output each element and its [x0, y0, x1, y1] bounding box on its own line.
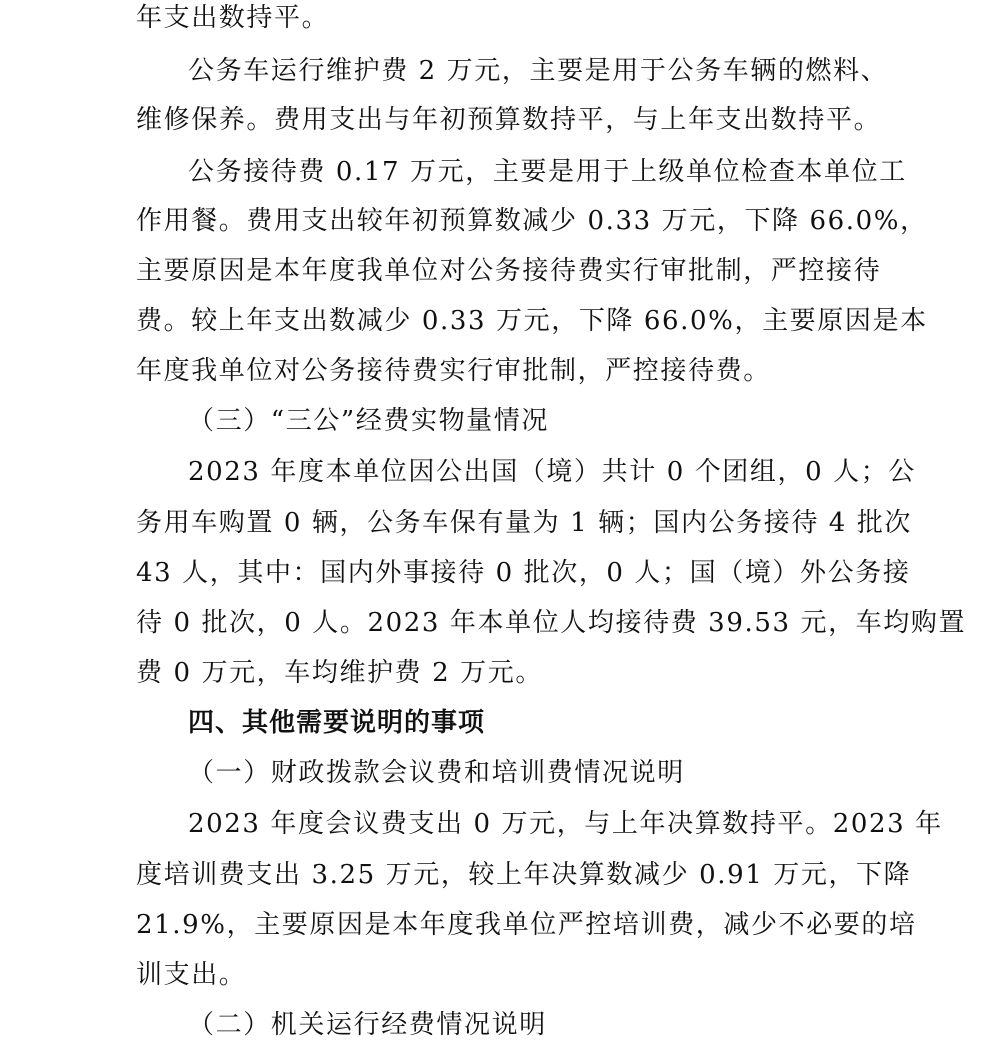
section-heading-4: 四、其他需要说明的事项 — [188, 708, 486, 738]
text-line-17: 2023 年度会议费支出 0 万元，与上年决算数持平。2023 年 — [188, 809, 943, 839]
text-line-2: 公务车运行维护费 2 万元，主要是用于公务车辆的燃料、 — [188, 56, 889, 86]
text-line-18: 度培训费支出 3.25 万元，较上年决算数减少 0.91 万元，下降 — [136, 860, 912, 890]
text-line-14: 费 0 万元，车均维护费 2 万元。 — [136, 658, 543, 688]
section-subheading-3: （三）“三公”经费实物量情况 — [188, 406, 549, 436]
text-line-10: 2023 年度本单位因公出国（境）共计 0 个团组，0 人；公 — [188, 457, 916, 487]
text-line-19: 21.9%，主要原因是本年度我单位严控培训费，减少不必要的培 — [136, 910, 917, 940]
text-line-3: 维修保养。费用支出与年初预算数持平，与上年支出数持平。 — [136, 105, 882, 135]
text-line-5: 作用餐。费用支出较年初预算数减少 0.33 万元，下降 66.0%， — [136, 206, 928, 236]
text-line-6: 主要原因是本年度我单位对公务接待费实行审批制，严控接待 — [136, 256, 882, 286]
text-line-20: 训支出。 — [136, 960, 247, 990]
section-subheading-2: （二）机关运行经费情况说明 — [188, 1010, 547, 1040]
text-line-11: 务用车购置 0 辆，公务车保有量为 1 辆；国内公务接待 4 批次 — [136, 508, 913, 538]
text-line-8: 年度我单位对公务接待费实行审批制，严控接待费。 — [136, 356, 771, 386]
text-line-13: 待 0 批次，0 人。2023 年本单位人均接待费 39.53 元，车均购置 — [136, 608, 967, 638]
text-line-1: 年支出数持平。 — [136, 3, 330, 33]
section-subheading-1: （一）财政拨款会议费和培训费情况说明 — [188, 758, 685, 788]
text-line-4: 公务接待费 0.17 万元，主要是用于上级单位检查本单位工 — [188, 157, 907, 187]
text-line-12: 43 人，其中：国内外事接待 0 批次，0 人；国（境）外公务接 — [136, 558, 911, 588]
text-line-7: 费。较上年支出数减少 0.33 万元，下降 66.0%，主要原因是本 — [136, 306, 928, 336]
